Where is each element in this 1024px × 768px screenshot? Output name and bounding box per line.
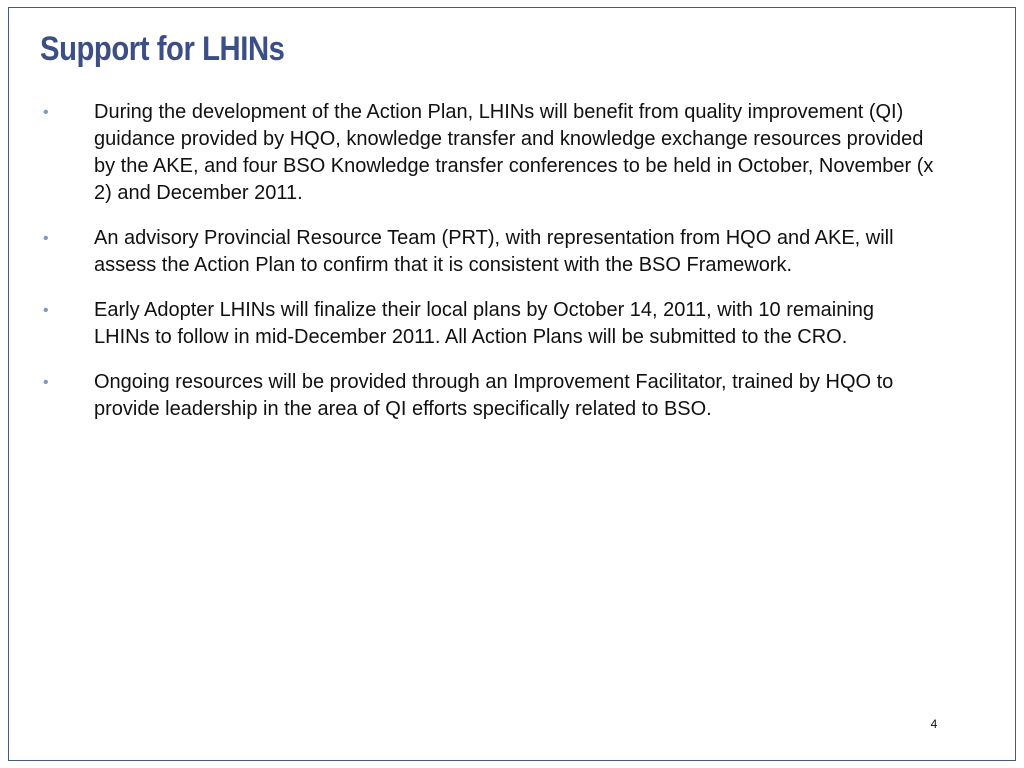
page-number: 4 (930, 717, 938, 731)
bullet-text: During the development of the Action Plan, LHINs will benefit from quality improvement (QI) guidance provided by HQO, knowledge transfer and knowledge exchange resources provided by the AKE, and four BSO Knowledge transfer conferences to be held in October, November (x 2) and December 2011. (94, 101, 934, 204)
bullet-text: Early Adopter LHINs will finalize their local plans by October 14, 2011, with 10 remaining LHINs to follow in mid-December 2011. All Action Plans will be submitted to the CRO. (94, 299, 875, 348)
slide-title: Support for LHINs (40, 30, 285, 68)
bullet-marker-icon: • (43, 104, 49, 121)
bullet-item (40, 369, 940, 423)
bullet-item (40, 99, 940, 207)
bullet-text: Ongoing resources will be provided through an Improvement Facilitator, trained by HQO to provide leadership in the area of QI efforts specifically related to BSO. (94, 371, 894, 420)
bullet-marker-icon: • (43, 302, 49, 319)
bullet-text: An advisory Provincial Resource Team (PRT), with representation from HQO and AKE, will assess the Action Plan to confirm that it is consistent with the BSO Framework. (94, 227, 894, 276)
bullet-marker-icon: • (43, 230, 49, 247)
bullet-item (40, 225, 940, 279)
bullet-item (40, 297, 940, 351)
bullet-marker-icon: • (43, 374, 49, 391)
bullet-list (40, 99, 940, 441)
